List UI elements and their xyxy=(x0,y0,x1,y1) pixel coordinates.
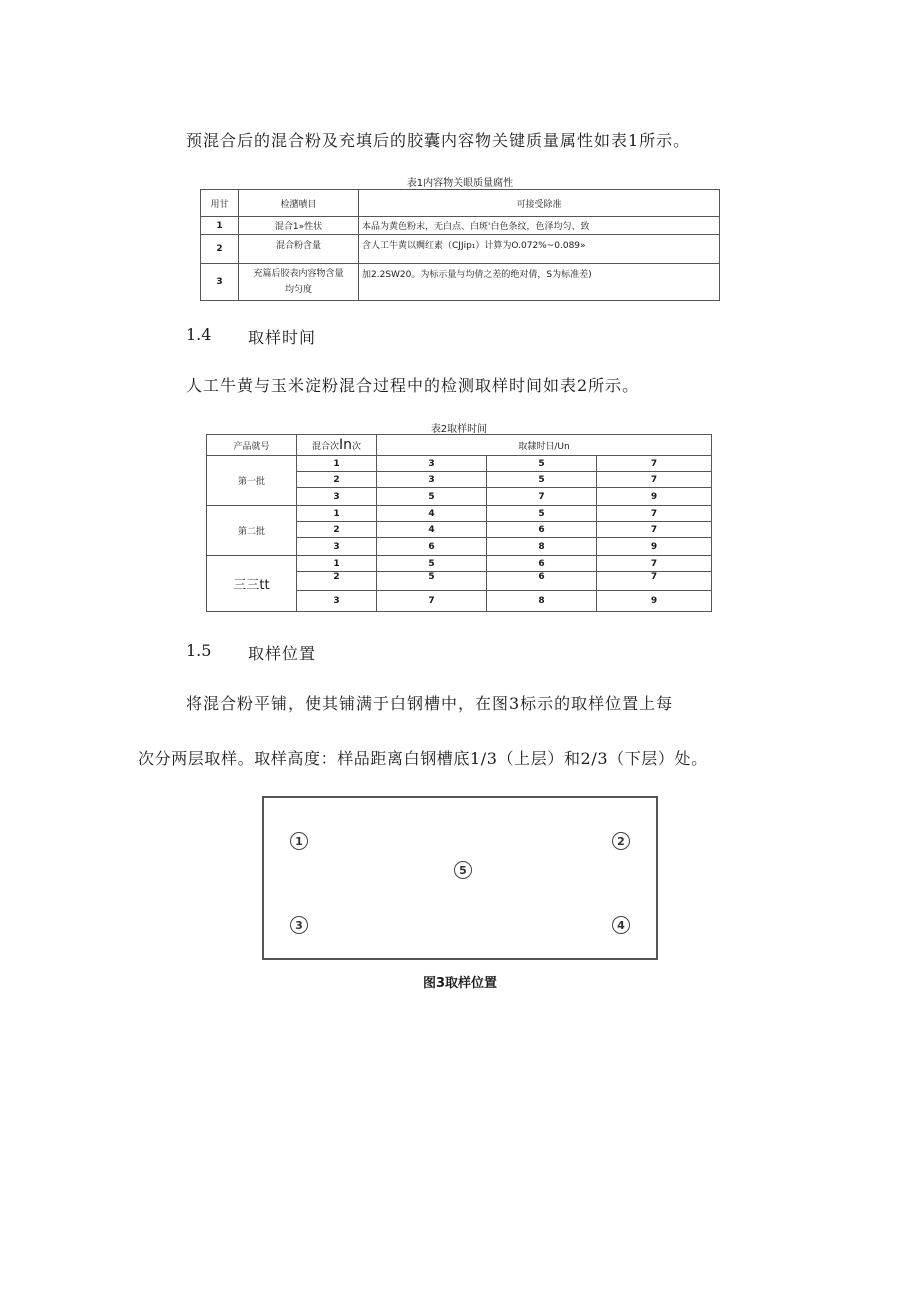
header-count-prefix: 混合次 xyxy=(311,442,339,452)
table2-cell: 3 xyxy=(377,472,487,488)
figure3-caption: 图3取样位置 xyxy=(422,976,498,991)
table-row xyxy=(207,556,712,572)
table-row xyxy=(201,235,720,264)
table-row xyxy=(207,506,712,522)
table2-cell: 7 xyxy=(487,488,597,506)
table2-cell: 7 xyxy=(597,572,712,591)
table2-cell: 7 xyxy=(597,556,712,572)
table-row xyxy=(207,456,712,472)
intro-paragraph: 预混合后的混合粉及充填后的胶囊内容物关键质量属性如表1所示。 xyxy=(186,131,691,150)
table2-cell: 5 xyxy=(487,472,597,488)
table2-cell: 1 xyxy=(297,506,377,522)
table2-cell: 8 xyxy=(487,591,597,612)
table2-header-count xyxy=(297,435,377,456)
table2-cell: 9 xyxy=(597,591,712,612)
table1 xyxy=(200,189,720,301)
table-row xyxy=(201,264,720,301)
section-title: 取样时间 xyxy=(248,328,317,347)
table2-cell: 7 xyxy=(377,591,487,612)
table2-cell: 5 xyxy=(377,488,487,506)
header-count-big: In xyxy=(338,437,352,453)
table2-cell: 4 xyxy=(377,522,487,538)
table1-item-line1: 充篇后胶表内容物含量 xyxy=(253,269,344,279)
batch-name: 三三tt xyxy=(207,556,297,612)
table2-cell: 2 xyxy=(297,572,377,591)
table1-cell-item: 混合1»性状 xyxy=(239,217,359,235)
table1-header-item: 检潴嘖目 xyxy=(239,190,359,217)
table1-caption: 表1内容物关眼质量腐性 xyxy=(406,178,514,189)
sampling-paragraph-line1: 将混合粉平铺，使其铺满于白钢槽中，在图3标示的取样位置上每 xyxy=(186,694,674,713)
table2-cell: 6 xyxy=(487,556,597,572)
table1-cell-criteria: 本品为黄色粉末，无白点、白斑'白色条纹，色泽均匀、致 xyxy=(359,217,720,235)
table2-cell: 7 xyxy=(597,522,712,538)
sampling-paragraph-line2: 次分两层取样。取样高度：样品距离白钢槽底1/3（上层）和2/3（下层）处。 xyxy=(138,749,708,768)
table1-item-line2: 均匀度 xyxy=(284,285,312,295)
sampling-tray-diagram xyxy=(262,796,658,960)
table2-cell: 7 xyxy=(597,456,712,472)
section-number: 1.4 xyxy=(186,325,212,344)
table2-cell: 5 xyxy=(487,456,597,472)
table2-cell: 5 xyxy=(377,572,487,591)
batch-name: 第二批 xyxy=(207,506,297,556)
table2-cell: 3 xyxy=(297,591,377,612)
table-row xyxy=(201,217,720,235)
table1-cell-criteria: 含人工牛黄以赒红素（CJJip₁）计算为O.072%~0.089» xyxy=(359,235,720,264)
table1-header-criteria: 可接受除准 xyxy=(359,190,720,217)
section-title: 取样位置 xyxy=(248,644,317,663)
sampling-position-marker-3: 3 xyxy=(290,916,308,934)
table2-cell: 2 xyxy=(297,522,377,538)
table2-cell: 6 xyxy=(487,522,597,538)
table2-cell: 7 xyxy=(597,472,712,488)
table2-cell: 3 xyxy=(377,456,487,472)
table2-intro-paragraph: 人工牛黄与玉米淀粉混合过程中的检测取样时间如表2所示。 xyxy=(186,376,640,395)
table1-header-row xyxy=(201,190,720,217)
table1-cell-criteria: 加2.2SW20。为标示量与均倩之差的绝对倩，S为标准差) xyxy=(359,264,720,301)
table1-cell-no: 2 xyxy=(201,235,239,264)
table2-cell: 5 xyxy=(377,556,487,572)
table2-caption: 表2取样时间 xyxy=(430,424,488,435)
table2-cell: 3 xyxy=(297,538,377,556)
table2-header-time: 取隸时日/Un xyxy=(377,435,712,456)
sampling-position-marker-4: 4 xyxy=(612,916,630,934)
table2-cell: 2 xyxy=(297,472,377,488)
sampling-position-marker-5: 5 xyxy=(454,861,472,879)
table2-cell: 1 xyxy=(297,456,377,472)
table2-cell: 5 xyxy=(487,506,597,522)
table2-header-row xyxy=(207,435,712,456)
section-number: 1.5 xyxy=(186,641,212,660)
table2-cell: 6 xyxy=(377,538,487,556)
table1-header-no: 用甘 xyxy=(201,190,239,217)
table2-cell: 8 xyxy=(487,538,597,556)
table1-cell-no: 3 xyxy=(201,264,239,301)
table2-cell: 4 xyxy=(377,506,487,522)
table2-cell: 9 xyxy=(597,488,712,506)
table1-cell-item: 混合粉含量 xyxy=(239,235,359,264)
table2-cell: 7 xyxy=(597,506,712,522)
table2-header-batch: 产品就号 xyxy=(207,435,297,456)
batch-name: 第一批 xyxy=(207,456,297,506)
table2 xyxy=(206,434,712,612)
table2-cell: 1 xyxy=(297,556,377,572)
table2-cell: 3 xyxy=(297,488,377,506)
table1-cell-no: 1 xyxy=(201,217,239,235)
sampling-position-marker-2: 2 xyxy=(612,832,630,850)
table2-cell: 6 xyxy=(487,572,597,591)
table1-cell-item xyxy=(239,264,359,301)
header-count-suffix: 次 xyxy=(352,442,362,452)
table2-cell: 9 xyxy=(597,538,712,556)
sampling-position-marker-1: 1 xyxy=(290,832,308,850)
